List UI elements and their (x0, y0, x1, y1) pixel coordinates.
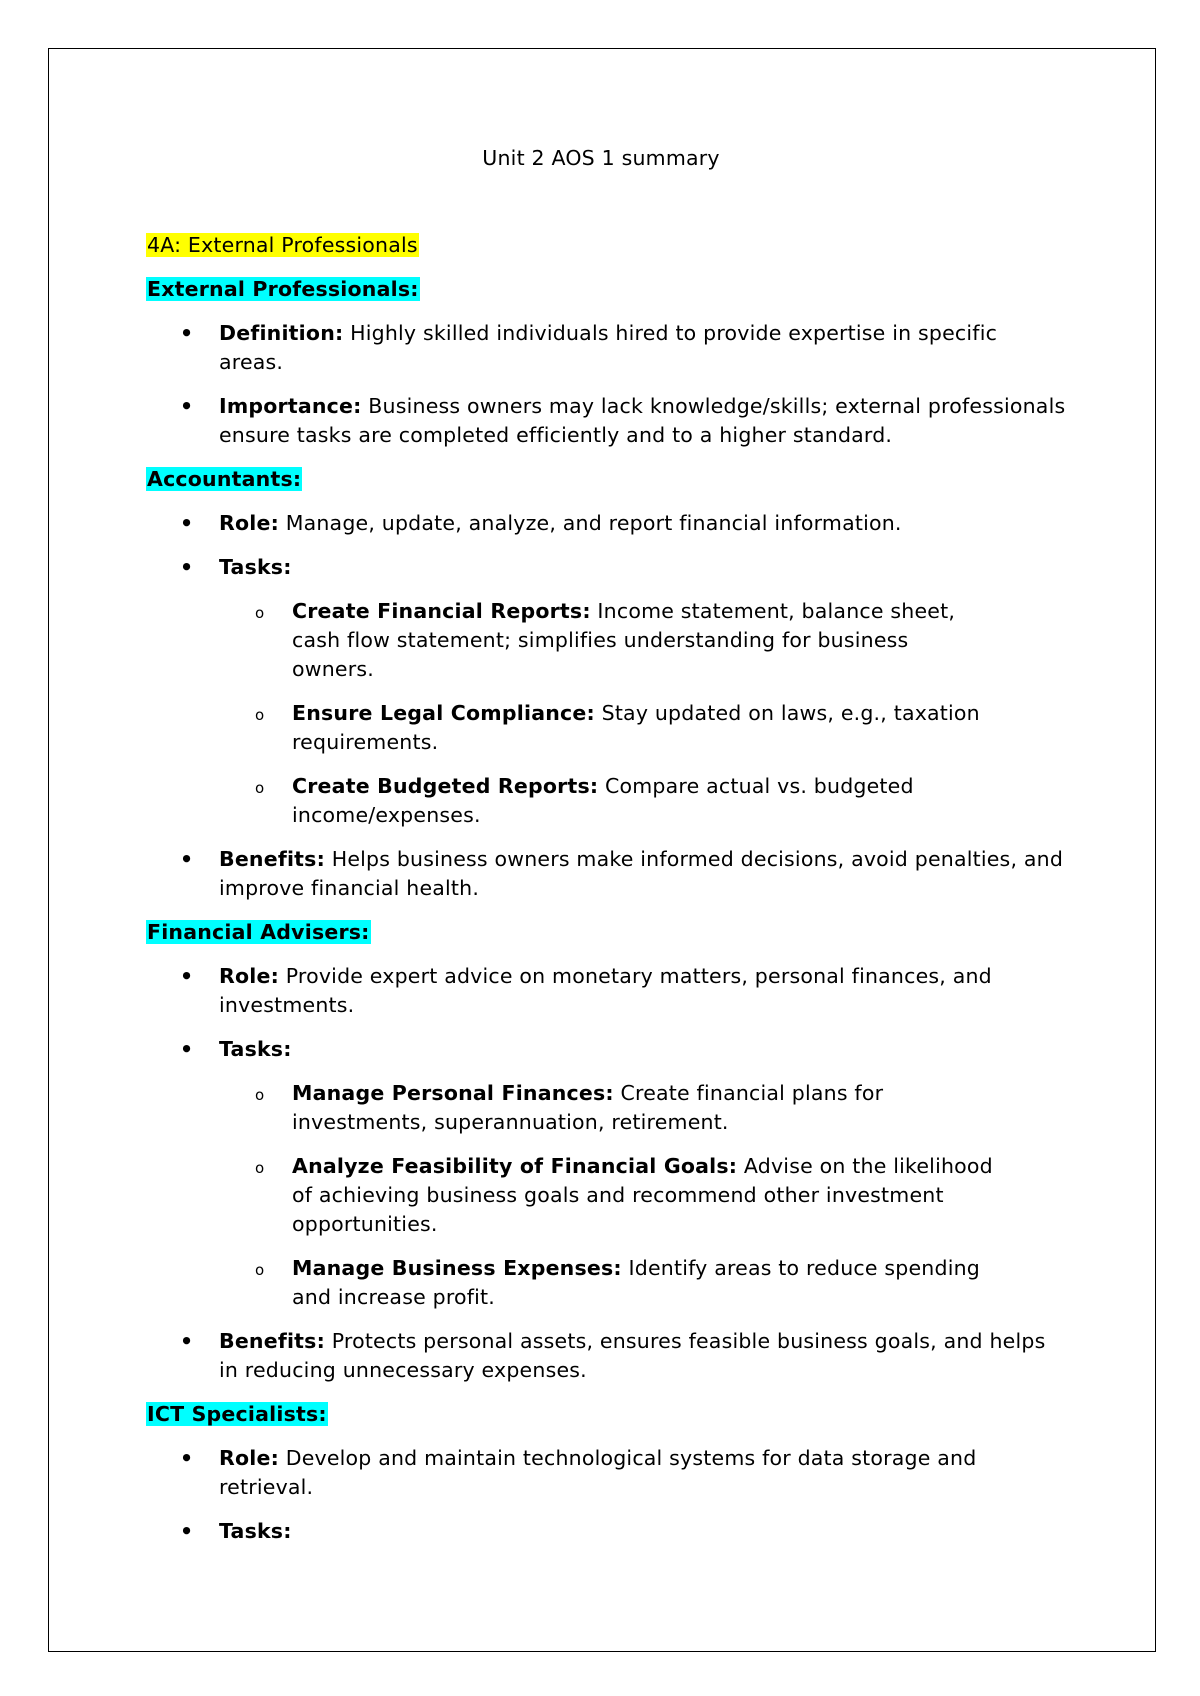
heading-line-accountants (146, 465, 1066, 494)
term-tasks: Tasks: (219, 1519, 292, 1543)
text-definition: Highly skilled individuals hired to provide expertise in specific areas. (219, 321, 998, 374)
list-item-tasks (146, 1517, 1066, 1546)
bullet-icon: • (180, 555, 194, 579)
section-label-line (146, 231, 1066, 260)
sub-bullet-icon: o (255, 1159, 265, 1177)
task-term: Manage Business Expenses: (292, 1256, 622, 1280)
term-role: Role: (219, 511, 279, 535)
list-item-tasks (146, 1035, 1066, 1312)
term-benefits: Benefits: (219, 1329, 325, 1353)
list-item-role (146, 509, 1066, 538)
accountants-tasks-list (219, 597, 1066, 830)
sub-list-item (146, 597, 993, 684)
external-professionals-list (146, 319, 1066, 450)
task-term: Analyze Feasibility of Financial Goals: (292, 1154, 738, 1178)
task-text: Identify areas to reduce spending and increase profit. (292, 1256, 981, 1309)
heading-external-professionals: External Professionals: (147, 277, 419, 301)
task-term: Create Budgeted Reports: (292, 774, 599, 798)
text-benefits: Helps business owners make informed decisions, avoid penalties, and improve financial health. (219, 847, 1064, 900)
term-tasks: Tasks: (219, 555, 292, 579)
list-item-benefits (146, 845, 1066, 903)
task-term: Ensure Legal Compliance: (292, 701, 595, 725)
task-text: Compare actual vs. budgeted income/expenses. (292, 774, 914, 827)
accountants-list (146, 509, 1066, 903)
term-importance: Importance: (219, 394, 362, 418)
list-item-tasks (146, 553, 1066, 830)
sub-bullet-icon: o (255, 1261, 265, 1279)
bullet-icon: • (180, 394, 194, 418)
term-tasks: Tasks: (219, 1037, 292, 1061)
sub-bullet-icon: o (255, 1086, 265, 1104)
heading-ict-specialists: ICT Specialists: (147, 1402, 327, 1426)
heading-line-external-professionals (146, 275, 1066, 304)
document-body (146, 144, 1066, 1561)
sub-bullet-icon: o (255, 604, 265, 622)
sub-list-item (146, 1079, 993, 1137)
ict-specialists-list (146, 1444, 1066, 1546)
bullet-icon: • (180, 1446, 194, 1470)
bullet-icon: • (180, 847, 194, 871)
list-item-definition (146, 319, 1066, 377)
term-definition: Definition: (219, 321, 344, 345)
sub-list-item (146, 699, 993, 757)
sub-bullet-icon: o (255, 779, 265, 797)
financial-advisers-list (146, 962, 1066, 1385)
text-role: Provide expert advice on monetary matters, personal finances, and investments. (219, 964, 992, 1017)
list-item-benefits (146, 1327, 1066, 1385)
text-role: Manage, update, analyze, and report financial information. (279, 511, 902, 535)
text-benefits: Protects personal assets, ensures feasible business goals, and helps in reducing unnecessary expenses. (219, 1329, 1046, 1382)
term-benefits: Benefits: (219, 847, 325, 871)
bullet-icon: • (180, 511, 194, 535)
bullet-icon: • (180, 1329, 194, 1353)
task-text: Income statement, balance sheet, cash flow statement; simplifies understanding for business owners. (292, 599, 956, 681)
term-role: Role: (219, 964, 279, 988)
sub-list-item (146, 772, 993, 830)
text-role: Develop and maintain technological systems for data storage and retrieval. (219, 1446, 977, 1499)
financial-advisers-tasks-list (219, 1079, 1066, 1312)
heading-accountants: Accountants: (147, 467, 302, 491)
sub-list-item (146, 1152, 993, 1239)
bullet-icon: • (180, 321, 194, 345)
section-label: 4A: External Professionals (147, 233, 418, 257)
task-text: Stay updated on laws, e.g., taxation requirements. (292, 701, 980, 754)
list-item-importance (146, 392, 1066, 450)
task-text: Create financial plans for investments, superannuation, retirement. (292, 1081, 884, 1134)
task-term: Create Financial Reports: (292, 599, 591, 623)
sub-bullet-icon: o (255, 706, 265, 724)
list-item-role (146, 962, 1066, 1020)
sub-list-item (146, 1254, 993, 1312)
document-title: Unit 2 AOS 1 summary (482, 146, 720, 170)
task-text: Advise on the likelihood of achieving business goals and recommend other investment opportunities. (292, 1154, 993, 1236)
term-role: Role: (219, 1446, 279, 1470)
bullet-icon: • (180, 1037, 194, 1061)
heading-financial-advisers: Financial Advisers: (147, 920, 370, 944)
task-term: Manage Personal Finances: (292, 1081, 614, 1105)
heading-line-ict-specialists (146, 1400, 1066, 1429)
bullet-icon: • (180, 1519, 194, 1543)
list-item-role (146, 1444, 1066, 1502)
heading-line-financial-advisers (146, 918, 1066, 947)
bullet-icon: • (180, 964, 194, 988)
text-importance: Business owners may lack knowledge/skills; external professionals ensure tasks are completed efficiently and to a higher standard. (219, 394, 1066, 447)
